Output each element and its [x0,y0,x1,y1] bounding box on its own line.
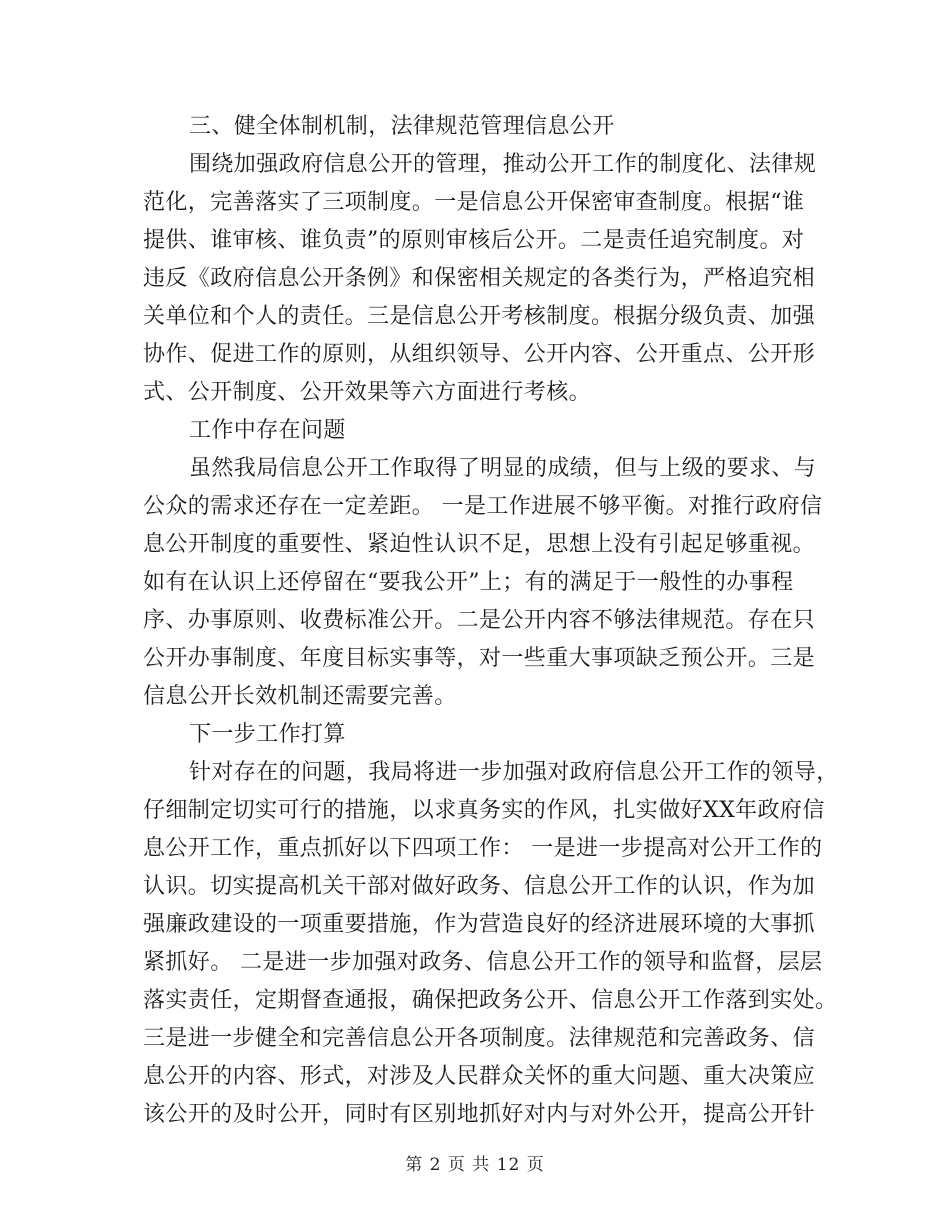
paragraph-line: 强廉政建设的一项重要措施，作为营造良好的经济进展环境的大事抓 [143,912,816,937]
paragraph-line: 如有在认识上还停留在“要我公开”上；有的满足于一般性的办事程 [143,570,794,595]
paragraph-line: 违反《政府信息公开条例》和保密相关规定的各类行为，严格追究相 [143,266,816,291]
paragraph-line: 息公开的内容、形式，对涉及人民群众关怀的重大问题、重大决策应 [143,1064,816,1089]
paragraph-line: 认识。切实提高机关干部对做好政务、信息公开工作的认识，作为加 [143,874,816,899]
section-heading: 三、健全体制机制，法律规范管理信息公开 [189,114,615,139]
paragraph-line: 公开办事制度、年度目标实事等，对一些重大事项缺乏预公开。三是 [143,646,816,671]
section-heading: 工作中存在问题 [189,418,346,443]
paragraph-line: 公众的需求还存在一定差距。 一是工作进展不够平衡。对推行政府信 [143,494,823,519]
paragraph-line: 落实责任，定期督查通报，确保把政务公开、信息公开工作落到实处。 [143,988,838,1013]
paragraph-line: 协作、促进工作的原则，从组织领导、公开内容、公开重点、公开形 [143,342,816,367]
paragraph-line: 息公开工作，重点抓好以下四项工作： 一是进一步提高对公开工作的 [143,836,823,861]
paragraph-line: 式、公开制度、公开效果等六方面进行考核。 [143,380,592,405]
paragraph-line: 围绕加强政府信息公开的管理，推动公开工作的制度化、法律规 [189,152,817,177]
paragraph-line: 三是进一步健全和完善信息公开各项制度。法律规范和完善政务、信 [143,1026,816,1051]
paragraph-line: 紧抓好。 二是进一步加强对政务、信息公开工作的领导和监督，层层 [143,950,823,975]
section-heading: 下一步工作打算 [189,722,346,747]
document-body [143,108,839,1134]
paragraph-line: 序、办事原则、收费标准公开。二是公开内容不够法律规范。存在只 [143,608,816,633]
paragraph-line: 提供、谁审核、谁负责”的原则审核后公开。二是责任追究制度。对 [143,228,805,253]
paragraph-line: 信息公开长效机制还需要完善。 [143,684,457,709]
paragraph-line: 该公开的及时公开，同时有区别地抓好对内与对外公开，提高公开针 [143,1102,816,1127]
paragraph-line: 针对存在的问题，我局将进一步加强对政府信息公开工作的领导， [189,760,839,785]
paragraph-line: 息公开制度的重要性、紧迫性认识不足，思想上没有引起足够重视。 [143,532,816,557]
paragraph-line: 关单位和个人的责任。三是信息公开考核制度。根据分级负责、加强 [143,304,816,329]
paragraph-line: 虽然我局信息公开工作取得了明显的成绩，但与上级的要求、与 [189,456,817,481]
page-footer: 第 2 页 共 12 页 [405,1155,545,1175]
paragraph-line: 范化，完善落实了三项制度。一是信息公开保密审查制度。根据“谁 [143,190,805,215]
paragraph-line: 仔细制定切实可行的措施，以求真务实的作风，扎实做好XX年政府信 [143,798,825,823]
